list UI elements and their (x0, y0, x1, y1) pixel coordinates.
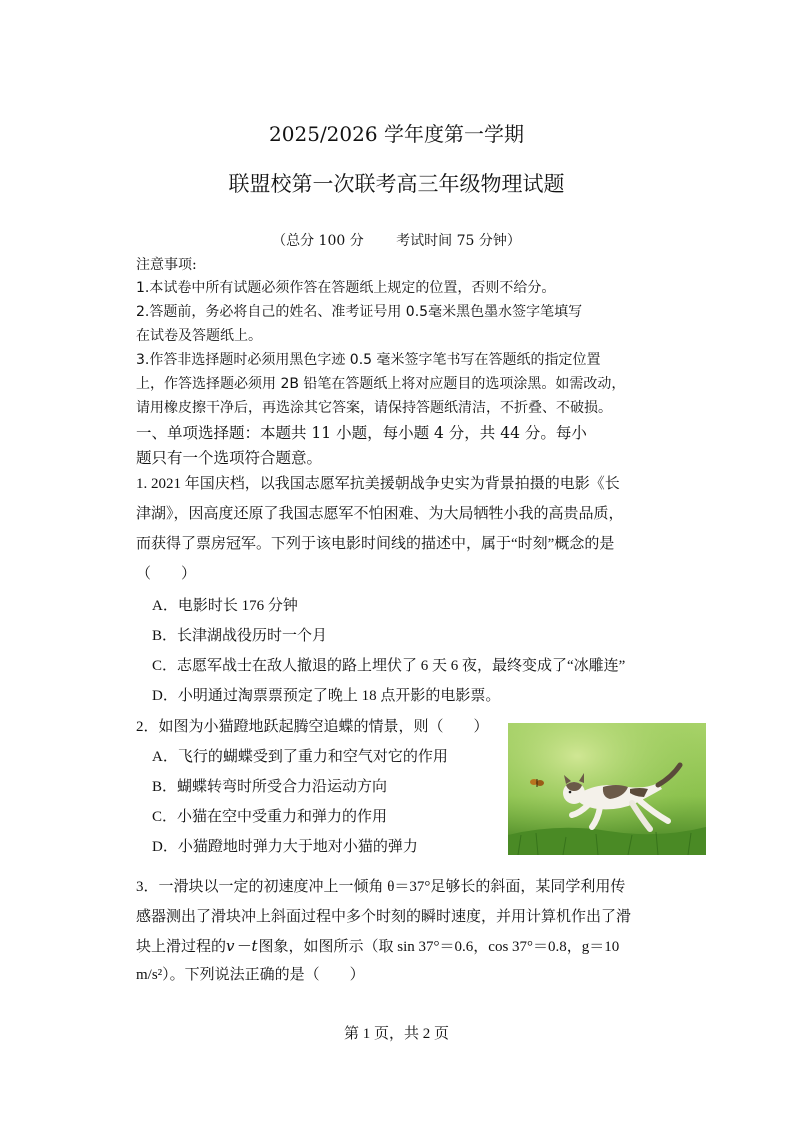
notes-title: 注意事项: (136, 257, 197, 273)
exam-info: （总分 100 分 考试时间 75 分钟） (272, 233, 521, 249)
page-footer: 第 1 页，共 2 页 (343, 1026, 449, 1042)
note-line: 请用橡皮擦干净后，再选涂其它答案，请保持答题纸清洁，不折叠、不破损。 (136, 400, 612, 416)
q1-option-c: C．志愿军战士在敌人撤退的路上埋伏了 6 天 6 夜，最终变成了“冰雕连” (152, 658, 626, 674)
q1-answer-bracket: （ ） (136, 566, 197, 582)
q3-stem-line (136, 935, 619, 956)
q1-option-a: A．电影时长 176 分钟 (152, 598, 298, 614)
q2-option-c: C．小猫在空中受重力和弹力的作用 (152, 809, 388, 825)
q2-option-d: D．小猫蹬地时弹力大于地对小猫的弹力 (152, 839, 418, 855)
cat-butterfly-photo (508, 723, 706, 855)
photo-illustration (508, 723, 706, 855)
q2-option-a: A．飞行的蝴蝶受到了重力和空气对它的作用 (152, 749, 448, 765)
q2-stem: 2．如图为小猫蹬地跃起腾空追蝶的情景，则（ ） (136, 719, 489, 735)
section-heading: 一、单项选择题：本题共 11 小题，每小题 4 分，共 44 分。每小 (136, 424, 587, 442)
q3-stem-line: m/s²）。下列说法正确的是（ ） (136, 967, 365, 983)
q2-option-b: B．蝴蝶转弯时所受合力沿运动方向 (152, 779, 388, 795)
note-line: 3.作答非选择题时必须用黑色字迹 0.5 毫米签字笔书写在答题纸的指定位置 (136, 352, 601, 368)
vt-formula: v－t (226, 937, 259, 955)
title-line-1: 2025/2026 学年度第一学期 (269, 122, 524, 146)
q1-stem-line: 而获得了票房冠军。下列于该电影时间线的描述中，属于“时刻”概念的是 (136, 536, 615, 552)
note-line: 1.本试卷中所有试题必须作答在答题纸上规定的位置，否则不给分。 (136, 280, 556, 296)
q1-stem-line: 津湖》，因高度还原了我国志愿军不怕困难、为大局牺牲小我的高贵品质， (136, 506, 624, 522)
note-line: 2.答题前，务必将自己的姓名、准考证号用 0.5毫米黑色墨水签字笔填写 (136, 304, 583, 320)
section-heading-cont: 题只有一个选项符合题意。 (136, 449, 323, 467)
q3-text: 图象，如图所示（取 sin 37°＝0.6，cos 37°＝0.8，g＝10 (258, 939, 620, 955)
q3-stem-line: 3．一滑块以一定的初速度冲上一倾角 θ＝37°足够长的斜面，某同学利用传 (136, 879, 626, 895)
q1-option-b: B．长津湖战役历时一个月 (152, 628, 328, 644)
q3-text: 块上滑过程的 (136, 939, 227, 955)
q1-stem-line: 1. 2021 年国庆档，以我国志愿军抗美援朝战争史实为背景拍摄的电影《长 (136, 476, 620, 492)
note-line: 上，作答选择题必须用 2B 铅笔在答题纸上将对应题目的选项涂黑。如需改动， (136, 376, 626, 392)
q1-option-d: D．小明通过淘票票预定了晚上 18 点开影的电影票。 (152, 688, 501, 704)
q3-stem-line: 感器测出了滑块冲上斜面过程中多个时刻的瞬时速度，并用计算机作出了滑 (136, 909, 632, 925)
title-line-2: 联盟校第一次联考高三年级物理试题 (228, 172, 565, 196)
note-line: 在试卷及答题纸上。 (136, 328, 262, 344)
